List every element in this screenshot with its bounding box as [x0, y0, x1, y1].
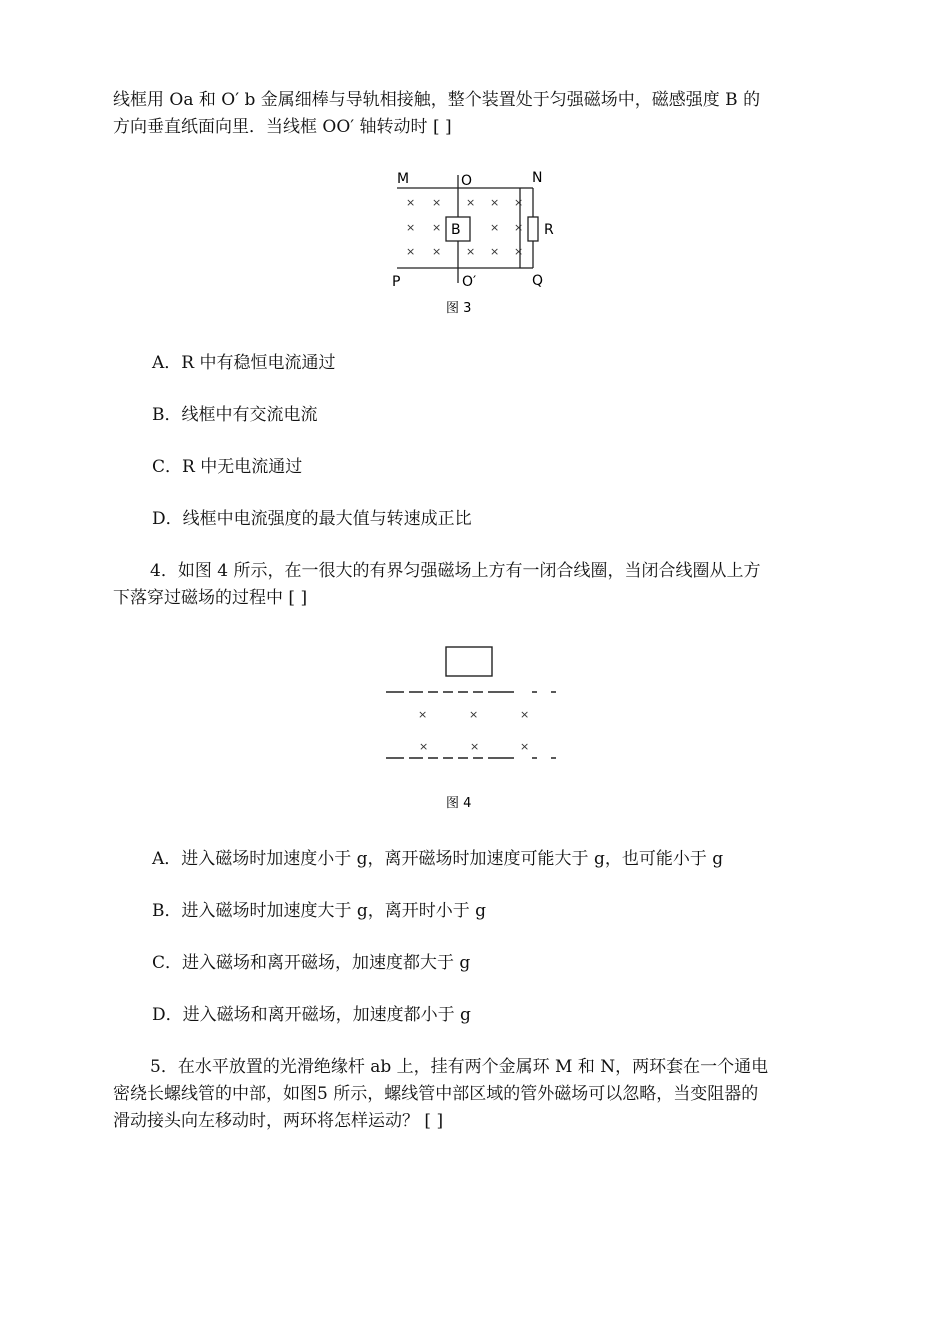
figure-4	[380, 640, 565, 818]
intro-line-1: 线框用 Oa 和 O′ b 金属细棒与导轨相接触，整个装置处于匀强磁场中，磁感强度 B 的	[113, 90, 761, 110]
field-cross: ×	[432, 245, 442, 258]
q5-line-1: 5．在水平放置的光滑绝缘杆 ab 上，挂有两个金属环 M 和 N，两环套在一个通电	[150, 1057, 769, 1077]
fig3-label-O: O	[461, 173, 473, 189]
fig3-label-N: N	[532, 170, 543, 186]
fig3-label-M: M	[397, 171, 410, 187]
q3-option-d: D．线框中电流强度的最大值与转速成正比	[152, 509, 472, 529]
fig3-label-O-prime: O′	[462, 274, 477, 290]
q4-line-2: 下落穿过磁场的过程中 [ ]	[113, 588, 308, 608]
field-cross: ×	[514, 221, 524, 234]
field-cross: ×	[466, 196, 476, 209]
field-cross: ×	[490, 221, 500, 234]
field-cross: ×	[432, 221, 442, 234]
field-cross: ×	[490, 196, 500, 209]
field-cross: ×	[514, 196, 524, 209]
q3-option-b: B．线框中有交流电流	[152, 405, 318, 425]
field-cross: ×	[490, 245, 500, 258]
field-cross: ×	[520, 708, 530, 721]
q4-option-c: C．进入磁场和离开磁场，加速度都大于 g	[152, 953, 471, 973]
field-cross: ×	[406, 196, 416, 209]
q4-line-1: 4．如图 4 所示，在一很大的有界匀强磁场上方有一闭合线圈，当闭合线圈从上方	[150, 561, 761, 581]
intro-line-2: 方向垂直纸面向里．当线框 OO′ 轴转动时 [ ]	[113, 117, 452, 137]
fig3-label-P: P	[392, 274, 401, 290]
field-cross: ×	[419, 740, 429, 753]
q5-line-3: 滑动接头向左移动时，两环将怎样运动？ [ ]	[113, 1111, 444, 1131]
q4-option-a: A．进入磁场时加速度小于 g，离开磁场时加速度可能大于 g，也可能小于 g	[152, 849, 724, 869]
fig3-label-B: B	[451, 222, 461, 238]
fig3-label-R: R	[544, 222, 554, 238]
field-cross: ×	[432, 196, 442, 209]
closed-coil	[446, 647, 492, 676]
field-cross: ×	[406, 221, 416, 234]
fig3-caption: 图 3	[446, 301, 472, 316]
field-cross: ×	[514, 245, 524, 258]
field-cross: ×	[406, 245, 416, 258]
fig3-label-Q: Q	[532, 273, 544, 289]
q3-option-a: A．R 中有稳恒电流通过	[152, 353, 336, 373]
q4-option-d: D．进入磁场和离开磁场，加速度都小于 g	[152, 1005, 471, 1025]
field-cross: ×	[466, 245, 476, 258]
field-cross: ×	[520, 740, 530, 753]
q4-option-b: B．进入磁场时加速度大于 g，离开时小于 g	[152, 901, 487, 921]
fig4-caption: 图 4	[446, 796, 472, 811]
field-cross: ×	[418, 708, 428, 721]
field-cross: ×	[469, 708, 479, 721]
q3-option-c: C．R 中无电流通过	[152, 457, 303, 477]
q5-line-2: 密绕长螺线管的中部，如图5 所示，螺线管中部区域的管外磁场可以忽略，当变阻器的	[113, 1084, 759, 1104]
figure-3	[385, 165, 575, 325]
field-cross: ×	[470, 740, 480, 753]
